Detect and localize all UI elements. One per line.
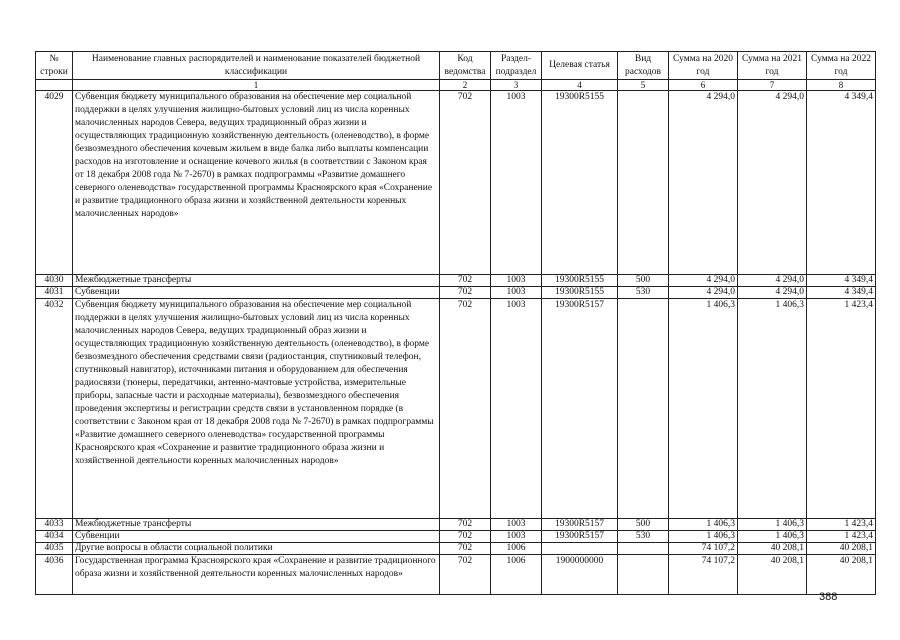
header-row xyxy=(36,52,876,80)
column-number: 8 xyxy=(807,80,876,91)
row-number: 4036 xyxy=(36,555,73,595)
header-sum-2021: Сумма на 2021 год xyxy=(738,52,807,80)
row-name: Межбюджетные трансферты xyxy=(73,275,440,287)
row-number: 4035 xyxy=(36,543,73,555)
sum-2022: 1 423,4 xyxy=(807,299,876,519)
target-item: 1900000000 xyxy=(542,555,618,595)
column-number: 7 xyxy=(738,80,807,91)
department-code: 702 xyxy=(440,555,491,595)
target-item: 19300R5157 xyxy=(542,519,618,531)
sum-2020: 4 294,0 xyxy=(669,91,738,275)
expense-type: 500 xyxy=(618,519,669,531)
row-name: Другие вопросы в области социальной политики xyxy=(73,543,440,555)
sum-2021: 1 406,3 xyxy=(738,519,807,531)
row-number: 4033 xyxy=(36,519,73,531)
row-number: 4031 xyxy=(36,287,73,299)
table-row xyxy=(36,543,876,555)
row-name: Субвенция бюджету муниципального образования на обеспечение мер социальной поддержки в целях улучшения жилищно-бытовых условий лиц из числа коренных малочисленных народов Севера, ведущих традиционный образ жизни и осуществляющих традиционную хозяйственную деятельность (оленеводство), в форме безвозмездного обеспечения средствами связи (радиостанция, спутниковый телефон, спутниковый навигатор), источниками питания и оборудованием для обеспечения радиосвязи (тюнеры, передатчики, антенно-мачтовые устройства, измерительные приборы, запасные части и расходные материалы), безвозмездного обеспечения проведения экспертизы и регистрации средств связи в установленном порядке (в соответствии с Законом края от 18 декабря 2008 года № 7-2670) в рамках подпрограммы «Развитие домашнего северного оленеводства» государственной программы Красноярского края «Сохранение и развитие традиционного образа жизни и хозяйственной деятельности коренных малочисленных народов» xyxy=(73,299,440,519)
expense-type: 500 xyxy=(618,275,669,287)
expense-type: 530 xyxy=(618,287,669,299)
column-number xyxy=(36,80,73,91)
department-code: 702 xyxy=(440,543,491,555)
sum-2020: 74 107,2 xyxy=(669,555,738,595)
row-number: 4034 xyxy=(36,531,73,543)
sum-2022: 1 423,4 xyxy=(807,531,876,543)
sum-2020: 1 406,3 xyxy=(669,531,738,543)
sum-2020: 1 406,3 xyxy=(669,519,738,531)
header-expense-type: Вид расходов xyxy=(618,52,669,80)
target-item: 19300R5155 xyxy=(542,91,618,275)
page-number: 388 xyxy=(819,591,838,603)
expense-type xyxy=(618,555,669,595)
expense-type xyxy=(618,299,669,519)
sum-2021: 4 294,0 xyxy=(738,287,807,299)
row-name: Государственная программа Красноярского края «Сохранение и развитие традиционного образа жизни и хозяйственной деятельности коренных малочисленных народов» xyxy=(73,555,440,595)
budget-table xyxy=(35,51,876,595)
table-row xyxy=(36,91,876,275)
column-number-row xyxy=(36,80,876,91)
expense-type xyxy=(618,91,669,275)
row-number: 4030 xyxy=(36,275,73,287)
target-item xyxy=(542,543,618,555)
section-code: 1003 xyxy=(491,275,542,287)
expense-type xyxy=(618,543,669,555)
table-row xyxy=(36,555,876,595)
table-row xyxy=(36,519,876,531)
header-department-code: Код ведомства xyxy=(440,52,491,80)
sum-2021: 1 406,3 xyxy=(738,299,807,519)
sum-2021: 40 208,1 xyxy=(738,555,807,595)
section-code: 1006 xyxy=(491,555,542,595)
sum-2020: 1 406,3 xyxy=(669,299,738,519)
header-row-number: № строки xyxy=(36,52,73,80)
row-name: Субвенции xyxy=(73,531,440,543)
row-number: 4029 xyxy=(36,91,73,275)
department-code: 702 xyxy=(440,531,491,543)
table-row xyxy=(36,299,876,519)
target-item: 19300R5155 xyxy=(542,275,618,287)
row-number: 4032 xyxy=(36,299,73,519)
sum-2021: 1 406,3 xyxy=(738,531,807,543)
department-code: 702 xyxy=(440,287,491,299)
target-item: 19300R5157 xyxy=(542,531,618,543)
row-name: Субвенция бюджету муниципального образования на обеспечение мер социальной поддержки в целях улучшения жилищно-бытовых условий лиц из числа коренных малочисленных народов Севера, ведущих традиционный образ жизни и осуществляющих традиционную хозяйственную деятельность (оленеводство), в форме безвозмездного обеспечения кочевым жильем в виде балка либо выплаты компенсации расходов на изготовление и оснащение кочевого жилья (в соответствии с Законом края от 18 декабря 2008 года № 7-2670) в рамках подпрограммы «Развитие домашнего северного оленеводства» государственной программы Красноярского края «Сохранение и развитие традиционного образа жизни и хозяйственной деятельности коренных малочисленных народов» xyxy=(73,91,440,275)
column-number: 1 xyxy=(73,80,440,91)
sum-2021: 4 294,0 xyxy=(738,275,807,287)
sum-2022: 4 349,4 xyxy=(807,91,876,275)
department-code: 702 xyxy=(440,91,491,275)
section-code: 1003 xyxy=(491,519,542,531)
sum-2022: 1 423,4 xyxy=(807,519,876,531)
section-code: 1003 xyxy=(491,531,542,543)
table-row xyxy=(36,531,876,543)
header-sum-2022: Сумма на 2022 год xyxy=(807,52,876,80)
header-section: Раздел-подраздел xyxy=(491,52,542,80)
sum-2021: 40 208,1 xyxy=(738,543,807,555)
sum-2020: 74 107,2 xyxy=(669,543,738,555)
column-number: 2 xyxy=(440,80,491,91)
sum-2020: 4 294,0 xyxy=(669,275,738,287)
department-code: 702 xyxy=(440,519,491,531)
department-code: 702 xyxy=(440,275,491,287)
row-name: Субвенции xyxy=(73,287,440,299)
table-row xyxy=(36,287,876,299)
sum-2022: 4 349,4 xyxy=(807,275,876,287)
column-number: 4 xyxy=(542,80,618,91)
section-code: 1006 xyxy=(491,543,542,555)
sum-2022: 4 349,4 xyxy=(807,287,876,299)
column-number: 3 xyxy=(491,80,542,91)
sum-2021: 4 294,0 xyxy=(738,91,807,275)
header-sum-2020: Сумма на 2020 год xyxy=(669,52,738,80)
expense-type: 530 xyxy=(618,531,669,543)
header-name: Наименование главных распорядителей и наименование показателей бюджетной классификации xyxy=(73,52,440,80)
header-target-item: Целевая статья xyxy=(542,52,618,80)
row-name: Межбюджетные трансферты xyxy=(73,519,440,531)
target-item: 19300R5157 xyxy=(542,299,618,519)
target-item: 19300R5155 xyxy=(542,287,618,299)
column-number: 5 xyxy=(618,80,669,91)
sum-2020: 4 294,0 xyxy=(669,287,738,299)
section-code: 1003 xyxy=(491,299,542,519)
sum-2022: 40 208,1 xyxy=(807,543,876,555)
department-code: 702 xyxy=(440,299,491,519)
table-row xyxy=(36,275,876,287)
column-number: 6 xyxy=(669,80,738,91)
section-code: 1003 xyxy=(491,91,542,275)
section-code: 1003 xyxy=(491,287,542,299)
sum-2022: 40 208,1 xyxy=(807,555,876,595)
